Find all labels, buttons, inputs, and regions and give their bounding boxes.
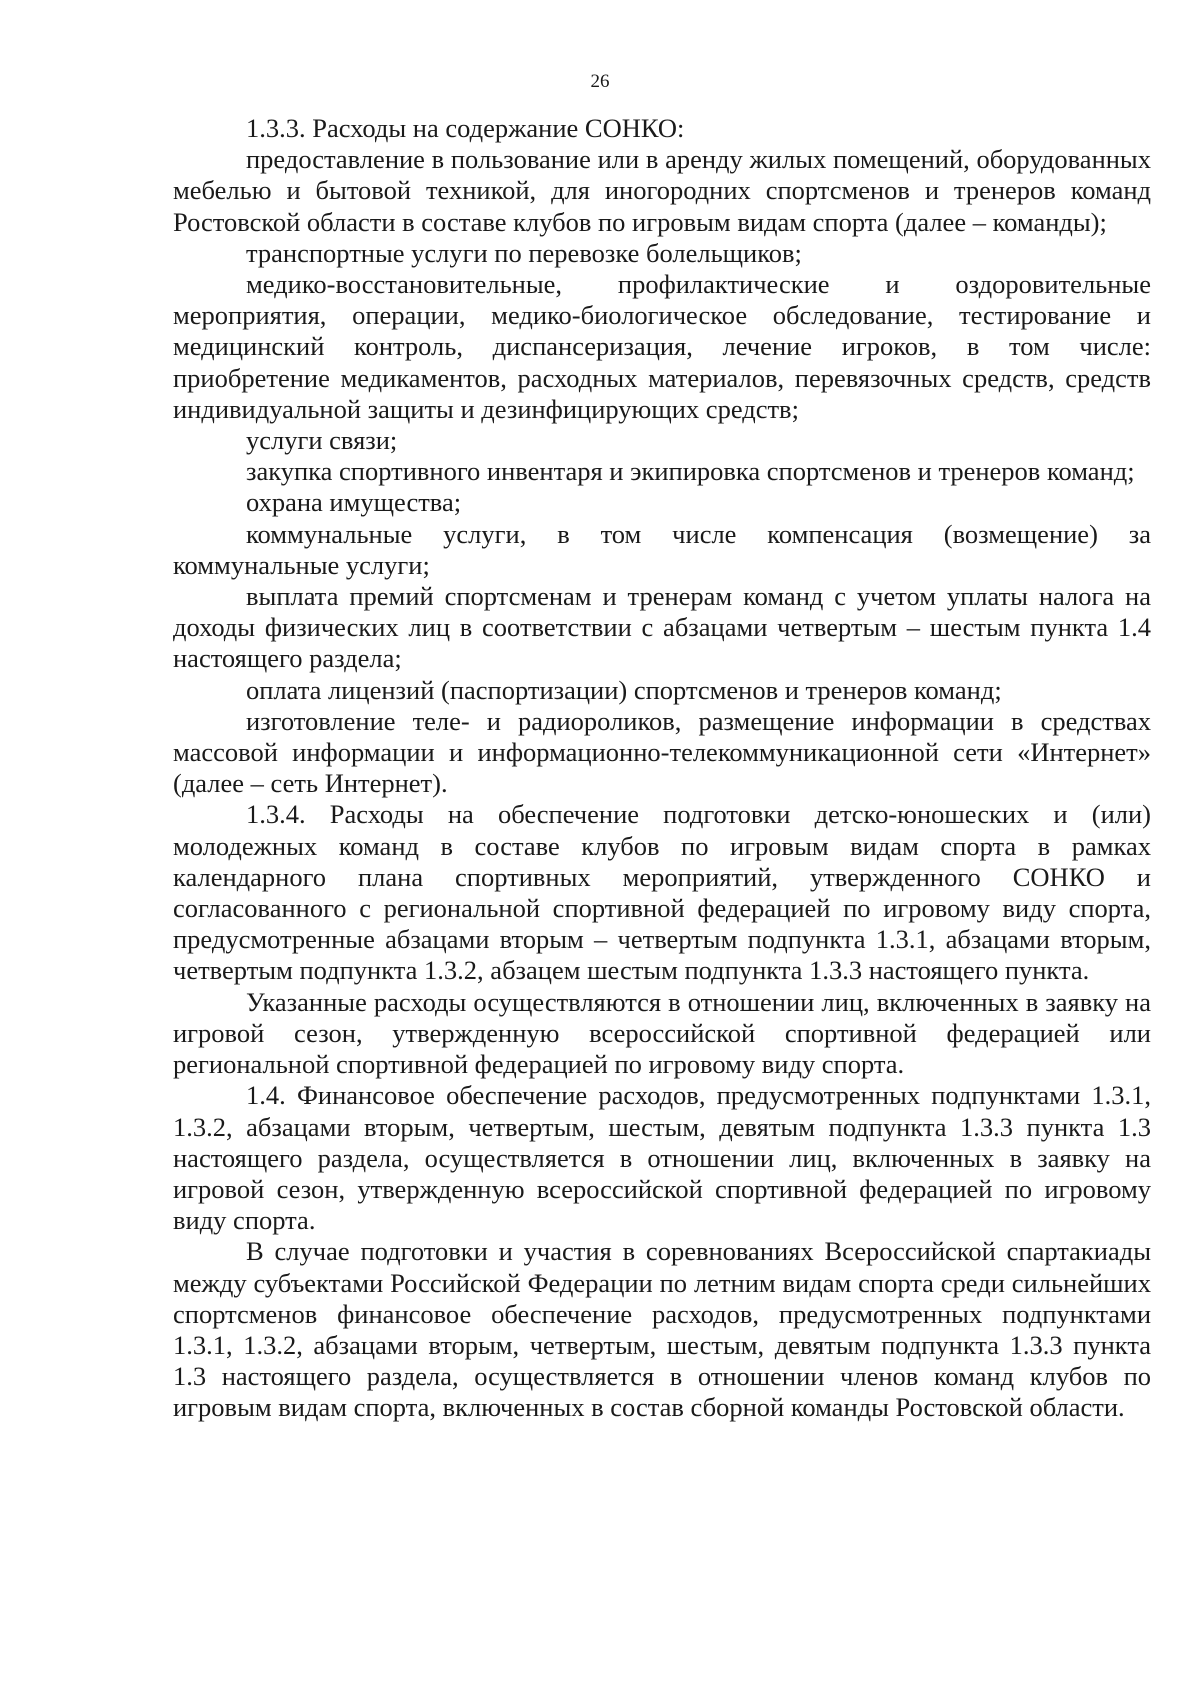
paragraph-fan-transport: транспортные услуги по перевозке болельщиков; xyxy=(246,237,802,268)
paragraph-equipment: закупка спортивного инвентаря и экипировка спортсменов и тренеров команд; xyxy=(246,456,1135,487)
paragraph-expenses-scope: Указанные расходы осуществляются в отношении лиц, включенных в заявку на игровой сезон, утвержденную всероссийской спортивной федерацией или региональной спортивной федерацией по игровому виду спорта. xyxy=(173,986,1151,1080)
paragraph-communication: услуги связи; xyxy=(246,425,398,456)
paragraph-housing: предоставление в пользование или в аренду жилых помещений, оборудованных мебелью и бытовой техникой, для иногородних спортсменов и тренеров команд Ростовской области в составе клубов по игровым видам спорта (далее – команды); xyxy=(173,144,1151,237)
page-number: 26 xyxy=(590,71,610,92)
paragraph-medical: медико-восстановительные, профилактические и оздоровительные мероприятия, операции, медико-биологическое обследование, тестирование и медицинский контроль, диспансеризация, лечение игроков, в том числе: приобретение медикаментов, расходных материалов, перевязочных средств, средств индивидуальной защиты и дезинфицирующих средств; xyxy=(173,269,1151,424)
paragraph-media: изготовление теле- и радиороликов, размещение информации в средствах массовой информации и информационно-телекоммуникационной сети «Интернет» (далее – сеть Интернет). xyxy=(173,705,1151,799)
paragraph-licenses: оплата лицензий (паспортизации) спортсменов и тренеров команд; xyxy=(246,674,1002,705)
paragraph-1-3-3-heading: 1.3.3. Расходы на содержание СОНКО: xyxy=(246,113,685,143)
paragraph-bonuses: выплата премий спортсменам и тренерам команд с учетом уплаты налога на доходы физических лиц в соответствии с абзацами четвертым – шестым пункта 1.4 настоящего раздела; xyxy=(173,581,1151,674)
paragraph-1-4: 1.4. Финансовое обеспечение расходов, предусмотренных подпунктами 1.3.1, 1.3.2, абзацами вторым, четвертым, шестым, девятым подпункта 1.3.3 пункта 1.3 настоящего раздела, осуществляется в отношении лиц, включенных в заявку на игровой сезон, утвержденную всероссийской спортивной федерацией по игровому виду спорта. xyxy=(173,1080,1151,1236)
paragraph-1-3-4: 1.3.4. Расходы на обеспечение подготовки детско-юношеских и (или) молодежных команд в составе клубов по игровым видам спорта в рамках календарного плана спортивных мероприятий, утвержденного СОНКО и согласованного с региональной спортивной федерацией по игровому виду спорта, предусмотренные абзацами вторым – четвертым подпункта 1.3.1, абзацами вторым, четвертым подпункта 1.3.2, абзацем шестым подпункта 1.3.3 настоящего пункта. xyxy=(173,799,1151,986)
paragraph-spartakiad: В случае подготовки и участия в соревнованиях Всероссийской спартакиады между субъектами Российской Федерации по летним видам спорта среди сильнейших спортсменов финансовое обеспечение расходов, предусмотренных подпунктами 1.3.1, 1.3.2, абзацами вторым, четвертым, шестым, девятым подпункта 1.3.3 пункта 1.3 настоящего раздела, осуществляется в отношении членов команд клубов по игровым видам спорта, включенных в состав сборной команды Ростовской области. xyxy=(173,1236,1151,1423)
paragraph-utilities: коммунальные услуги, в том числе компенсация (возмещение) за коммунальные услуги; xyxy=(173,518,1151,580)
paragraph-security: охрана имущества; xyxy=(246,487,462,518)
document-body xyxy=(173,113,1151,1424)
